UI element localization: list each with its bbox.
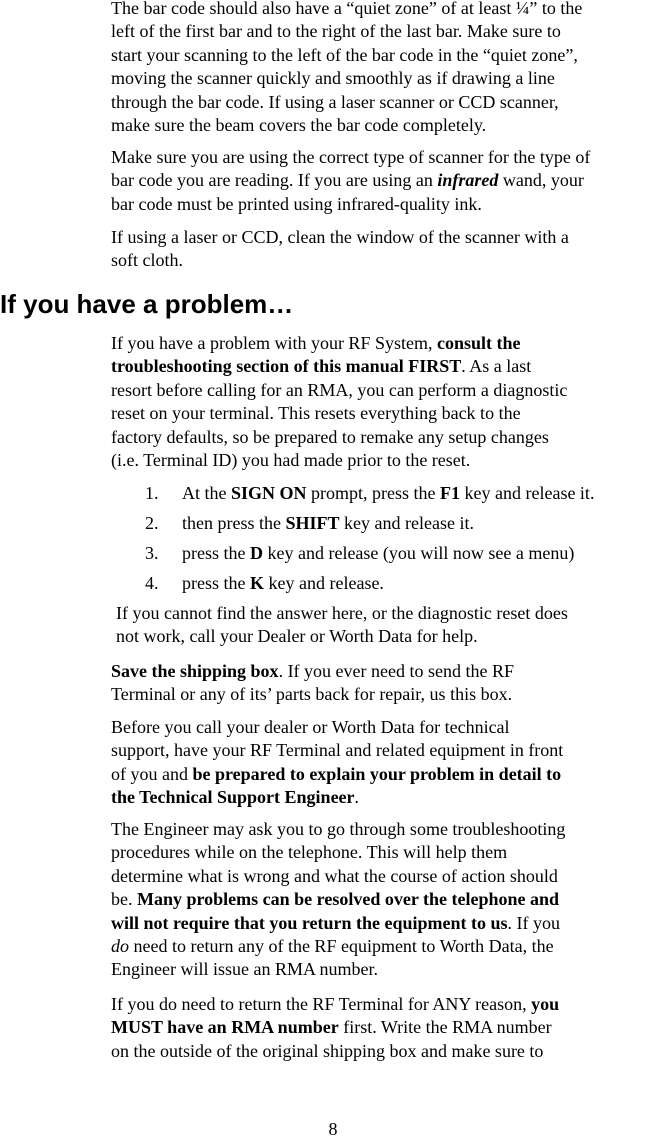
- shipping-box-paragraph: [111, 660, 666, 707]
- step-number: 4.: [145, 573, 159, 593]
- text-line: bar code must be printed using infrared-quality ink.: [111, 193, 482, 214]
- text-run: of you and: [111, 763, 193, 784]
- emphasis-infrared: infrared: [437, 170, 499, 191]
- text-run: need to return any of the RF equipment to Worth Data, the: [129, 936, 554, 957]
- list-item: [145, 572, 594, 602]
- text-line: If you cannot find the answer here, or the diagnostic reset does: [116, 603, 568, 623]
- text-line: [111, 1016, 666, 1039]
- text-line: [111, 786, 666, 809]
- list-item: [145, 482, 594, 512]
- key-name: D: [249, 543, 263, 563]
- text-run: be.: [111, 889, 137, 910]
- text-run: key and release it.: [460, 483, 595, 503]
- page-number: 8: [328, 1119, 338, 1139]
- text-line: resort before calling for an RMA, you can perform a diagnostic: [111, 379, 568, 400]
- text-run: . If you: [507, 912, 561, 933]
- problem-paragraph: [111, 332, 666, 472]
- text-line: [111, 332, 666, 355]
- text-line: [111, 993, 666, 1016]
- text-run: prompt, press the: [306, 483, 440, 503]
- text-run: . If you ever need to send the RF: [278, 661, 515, 681]
- bold-text: consult the: [436, 333, 521, 353]
- text-line: not work, call your Dealer or Worth Data for help.: [116, 626, 478, 647]
- text-line: reset on your terminal. This resets everything back to the: [111, 403, 521, 424]
- bold-text: you: [531, 994, 560, 1014]
- intro-paragraph-clean-window: [111, 226, 666, 273]
- text-run: press the: [182, 543, 250, 563]
- text-run: first. Write the RMA number: [338, 1017, 552, 1038]
- rma-paragraph: [111, 993, 666, 1063]
- engineer-paragraph: [111, 818, 666, 982]
- text-run: If you have a problem with your RF System,: [111, 333, 437, 353]
- step-number: 2.: [145, 513, 159, 533]
- text-run: then press the: [182, 513, 286, 533]
- bold-text: troubleshooting section of this manual FIRST: [111, 356, 462, 377]
- text-line: Before you call your dealer or Worth Data for technical: [111, 717, 510, 737]
- text-line: determine what is wrong and what the course of action should: [111, 865, 558, 886]
- text-run: . As a last: [461, 356, 532, 377]
- list-item: [145, 542, 594, 572]
- text-run: If you do need to return the RF Terminal for ANY reason,: [111, 994, 532, 1014]
- bold-text: Many problems can be resolved over the telephone and: [137, 889, 559, 910]
- text-line: The bar code should also have a “quiet zone” of at least ¼” to the: [111, 0, 583, 18]
- text-run: .: [354, 787, 360, 808]
- text-line: [111, 763, 666, 786]
- text-line: start your scanning to the left of the bar code in the “quiet zone”,: [111, 44, 578, 65]
- text-line: [111, 935, 666, 958]
- text-line: Make sure you are using the correct type of scanner for the type of: [111, 147, 591, 167]
- text-run: press the: [182, 573, 250, 593]
- text-line: left of the first bar and to the right of the last bar. Make sure to: [111, 21, 561, 42]
- text-line: through the bar code. If using a laser scanner or CCD scanner,: [111, 91, 559, 112]
- text-line: [111, 888, 666, 911]
- text-run: At the: [182, 483, 231, 503]
- support-paragraph: [111, 716, 666, 810]
- text-line: [111, 660, 666, 683]
- text-run: wand, your: [498, 170, 584, 191]
- step-number: 1.: [145, 483, 159, 503]
- step-number: 3.: [145, 543, 159, 563]
- text-line: make sure the beam covers the bar code completely.: [111, 115, 487, 136]
- text-line: moving the scanner quickly and smoothly as if drawing a line: [111, 68, 555, 89]
- text-line: The Engineer may ask you to go through some troubleshooting: [111, 819, 566, 839]
- key-name: SIGN ON: [231, 483, 307, 503]
- text-line: soft cloth.: [111, 250, 183, 271]
- section-heading: If you have a problem…: [0, 289, 294, 319]
- text-line: [111, 912, 666, 935]
- intro-paragraph-quiet-zone: [111, 0, 666, 137]
- text-line: [111, 355, 666, 378]
- key-name: SHIFT: [285, 513, 340, 533]
- help-paragraph: [116, 602, 666, 649]
- text-line: [111, 169, 666, 192]
- text-run: key and release it.: [339, 513, 474, 533]
- text-run: key and release (you will now see a menu): [262, 543, 575, 563]
- text-line: procedures while on the telephone. This will help them: [111, 842, 508, 863]
- bold-text: the Technical Support Engineer: [111, 787, 355, 808]
- text-line: factory defaults, so be prepared to remake any setup changes: [111, 426, 549, 447]
- bold-text: Save the shipping box: [111, 661, 279, 681]
- bold-text: MUST have an RMA number: [111, 1017, 339, 1038]
- italic-text: do: [111, 936, 129, 957]
- text-line: Engineer will issue an RMA number.: [111, 959, 378, 980]
- text-line: on the outside of the original shipping box and make sure to: [111, 1040, 544, 1061]
- text-line: Terminal or any of its’ parts back for repair, us this box.: [111, 684, 513, 705]
- reset-steps-list: [145, 482, 594, 602]
- key-name: F1: [440, 483, 460, 503]
- list-item: [145, 512, 594, 542]
- text-line: If using a laser or CCD, clean the window of the scanner with a: [111, 227, 569, 247]
- bold-text: be prepared to explain your problem in detail to: [192, 763, 562, 784]
- text-run: key and release.: [264, 573, 384, 593]
- key-name: K: [249, 573, 264, 593]
- text-line: support, have your RF Terminal and related equipment in front: [111, 740, 564, 761]
- bold-text: will not require that you return the equipment to us: [111, 912, 508, 933]
- text-run: bar code you are reading. If you are using an: [111, 170, 438, 191]
- text-line: (i.e. Terminal ID) you had made prior to the reset.: [111, 450, 471, 471]
- intro-paragraph-scanner-type: [111, 146, 666, 216]
